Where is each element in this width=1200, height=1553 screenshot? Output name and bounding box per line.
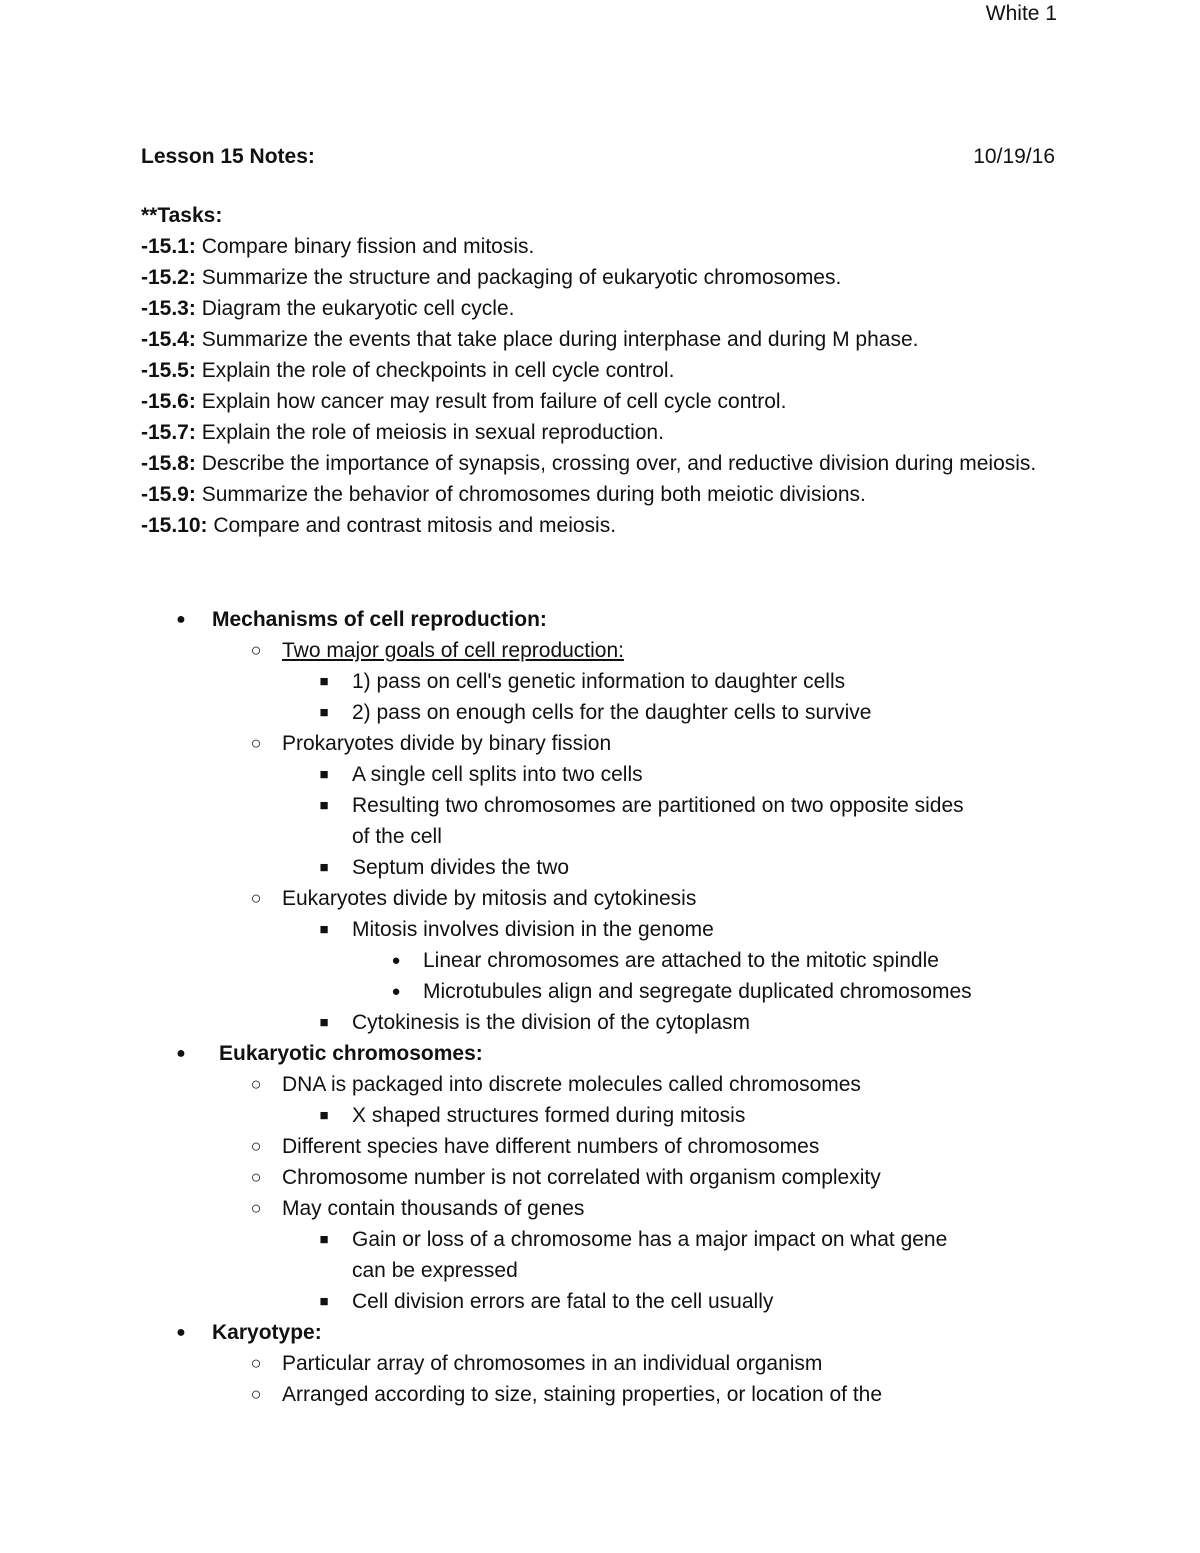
bullet-icon: ○ [250, 1353, 262, 1373]
bullet-icon: ● [391, 952, 401, 969]
task-text: Summarize the behavior of chromosomes during both meiotic divisions. [195, 483, 866, 506]
bullet-icon: ■ [319, 1014, 329, 1031]
task-text: Explain the role of meiosis in sexual reproduction. [195, 421, 664, 444]
bullet-icon: ○ [250, 733, 262, 753]
outline-item-text: Particular array of chromosomes in an individual organism [282, 1352, 823, 1375]
outline-item-level-2 [0, 883, 1200, 914]
task-item [141, 324, 1061, 355]
outline-item-text: Arranged according to size, staining properties, or location of the [282, 1383, 883, 1406]
bullet-icon: ■ [319, 1293, 329, 1310]
outline-item-level-3 [0, 1224, 1200, 1255]
outline-item-text: May contain thousands of genes [282, 1197, 585, 1220]
task-text: Compare binary fission and mitosis. [195, 235, 535, 258]
outline-item-text: Linear chromosomes are attached to the mitotic spindle [423, 949, 939, 972]
outline-item-level-3 [0, 852, 1200, 883]
bullet-icon: ■ [319, 859, 329, 876]
outline-item-text: Cytokinesis is the division of the cytoplasm [352, 1011, 751, 1034]
task-text: Summarize the events that take place during interphase and during M phase. [195, 328, 919, 351]
outline-item-text: A single cell splits into two cells [352, 763, 643, 786]
outline-item-level-3 [0, 1286, 1200, 1317]
task-number: -15.2: [141, 266, 196, 289]
outline-item-text: of the cell [352, 825, 442, 848]
outline-item-text: DNA is packaged into discrete molecules called chromosomes [282, 1073, 861, 1096]
task-number: -15.10: [141, 514, 208, 537]
outline-item-level-3 [0, 1007, 1200, 1038]
outline-item-level-3 [0, 1100, 1200, 1131]
outline-item-level-4 [0, 945, 1200, 976]
outline-item-level-1 [0, 1317, 1200, 1348]
page-title: Lesson 15 Notes: [141, 145, 315, 168]
outline-item-level-2 [0, 1379, 1200, 1410]
outline-item-level-1 [0, 604, 1200, 635]
outline-item-text: Resulting two chromosomes are partitioned on two opposite sides [352, 794, 964, 817]
bullet-icon: ■ [319, 921, 329, 938]
task-number: -15.8: [141, 452, 196, 475]
outline-item-level-3 [0, 759, 1200, 790]
bullet-icon: ● [176, 1045, 186, 1062]
bullet-icon: ● [391, 983, 401, 1000]
task-list [141, 231, 1061, 541]
bullet-icon: ● [176, 1324, 186, 1341]
outline-item-text: Gain or loss of a chromosome has a major impact on what gene [352, 1228, 948, 1251]
outline-item-text: Microtubules align and segregate duplicated chromosomes [423, 980, 972, 1003]
task-number: -15.3: [141, 297, 196, 320]
outline-item-text: Different species have different numbers of chromosomes [282, 1135, 820, 1158]
task-item [141, 355, 1061, 386]
outline-item-level-2 [0, 728, 1200, 759]
bullet-icon: ■ [319, 766, 329, 783]
task-item [141, 417, 1061, 448]
outline-item-level-3 [0, 821, 1200, 852]
page-header-label: White 1 [985, 2, 1057, 25]
task-text: Summarize the structure and packaging of eukaryotic chromosomes. [195, 266, 842, 289]
task-text: Describe the importance of synapsis, crossing over, and reductive division during meiosis. [195, 452, 1037, 475]
task-item [141, 386, 1061, 417]
task-text: Compare and contrast mitosis and meiosis. [207, 514, 617, 537]
task-number: -15.9: [141, 483, 196, 506]
outline-item-level-2 [0, 635, 1200, 666]
task-item [141, 293, 1061, 324]
bullet-icon: ○ [250, 640, 262, 660]
task-text: Explain the role of checkpoints in cell cycle control. [195, 359, 675, 382]
task-item [141, 510, 1061, 541]
bullet-icon: ○ [250, 1198, 262, 1218]
outline-item-text: Cell division errors are fatal to the cell usually [352, 1290, 774, 1313]
outline-item-level-3 [0, 914, 1200, 945]
task-item [141, 448, 1061, 479]
tasks-heading: **Tasks: [141, 204, 223, 227]
bullet-icon: ○ [250, 888, 262, 908]
bullet-icon: ● [176, 611, 186, 628]
task-item [141, 231, 1061, 262]
outline-item-text: Chromosome number is not correlated with organism complexity [282, 1166, 881, 1189]
outline-item-text: 2) pass on enough cells for the daughter cells to survive [352, 701, 872, 724]
outline-item-text: Mechanisms of cell reproduction: [212, 608, 547, 631]
outline-item-text: Eukaryotic chromosomes: [219, 1042, 483, 1065]
title-row [141, 141, 1055, 172]
outline-item-level-2 [0, 1069, 1200, 1100]
outline-item-text: Karyotype: [212, 1321, 322, 1344]
outline-item-level-3 [0, 790, 1200, 821]
outline-item-level-4 [0, 976, 1200, 1007]
outline-item-level-2 [0, 1162, 1200, 1193]
task-item [141, 262, 1061, 293]
outline-item-text: 1) pass on cell's genetic information to daughter cells [352, 670, 846, 693]
outline-item-level-2 [0, 1193, 1200, 1224]
tasks-section [141, 200, 1061, 541]
bullet-icon: ○ [250, 1384, 262, 1404]
bullet-icon: ○ [250, 1136, 262, 1156]
outline-item-level-3 [0, 666, 1200, 697]
bullet-icon: ■ [319, 704, 329, 721]
outline-item-text: can be expressed [352, 1259, 518, 1282]
bullet-icon: ○ [250, 1167, 262, 1187]
task-number: -15.1: [141, 235, 196, 258]
task-item [141, 479, 1061, 510]
bullet-icon: ■ [319, 1231, 329, 1248]
task-number: -15.6: [141, 390, 196, 413]
outline-item-text: Eukaryotes divide by mitosis and cytokinesis [282, 887, 697, 910]
outline-item-level-1 [0, 1038, 1200, 1069]
notes-outline [0, 604, 1200, 1410]
outline-item-text: Mitosis involves division in the genome [352, 918, 714, 941]
task-text: Diagram the eukaryotic cell cycle. [195, 297, 515, 320]
task-text: Explain how cancer may result from failure of cell cycle control. [195, 390, 787, 413]
bullet-icon: ■ [319, 797, 329, 814]
task-number: -15.4: [141, 328, 196, 351]
task-number: -15.7: [141, 421, 196, 444]
outline-item-level-2 [0, 1348, 1200, 1379]
bullet-icon: ■ [319, 673, 329, 690]
bullet-icon: ○ [250, 1074, 262, 1094]
outline-item-level-3 [0, 1255, 1200, 1286]
outline-item-text: Prokaryotes divide by binary fission [282, 732, 612, 755]
outline-item-text: X shaped structures formed during mitosis [352, 1104, 746, 1127]
outline-item-text: Two major goals of cell reproduction: [282, 639, 624, 662]
page-date: 10/19/16 [973, 145, 1055, 168]
bullet-icon: ■ [319, 1107, 329, 1124]
outline-item-text: Septum divides the two [352, 856, 570, 879]
outline-item-level-3 [0, 697, 1200, 728]
task-number: -15.5: [141, 359, 196, 382]
outline-item-level-2 [0, 1131, 1200, 1162]
